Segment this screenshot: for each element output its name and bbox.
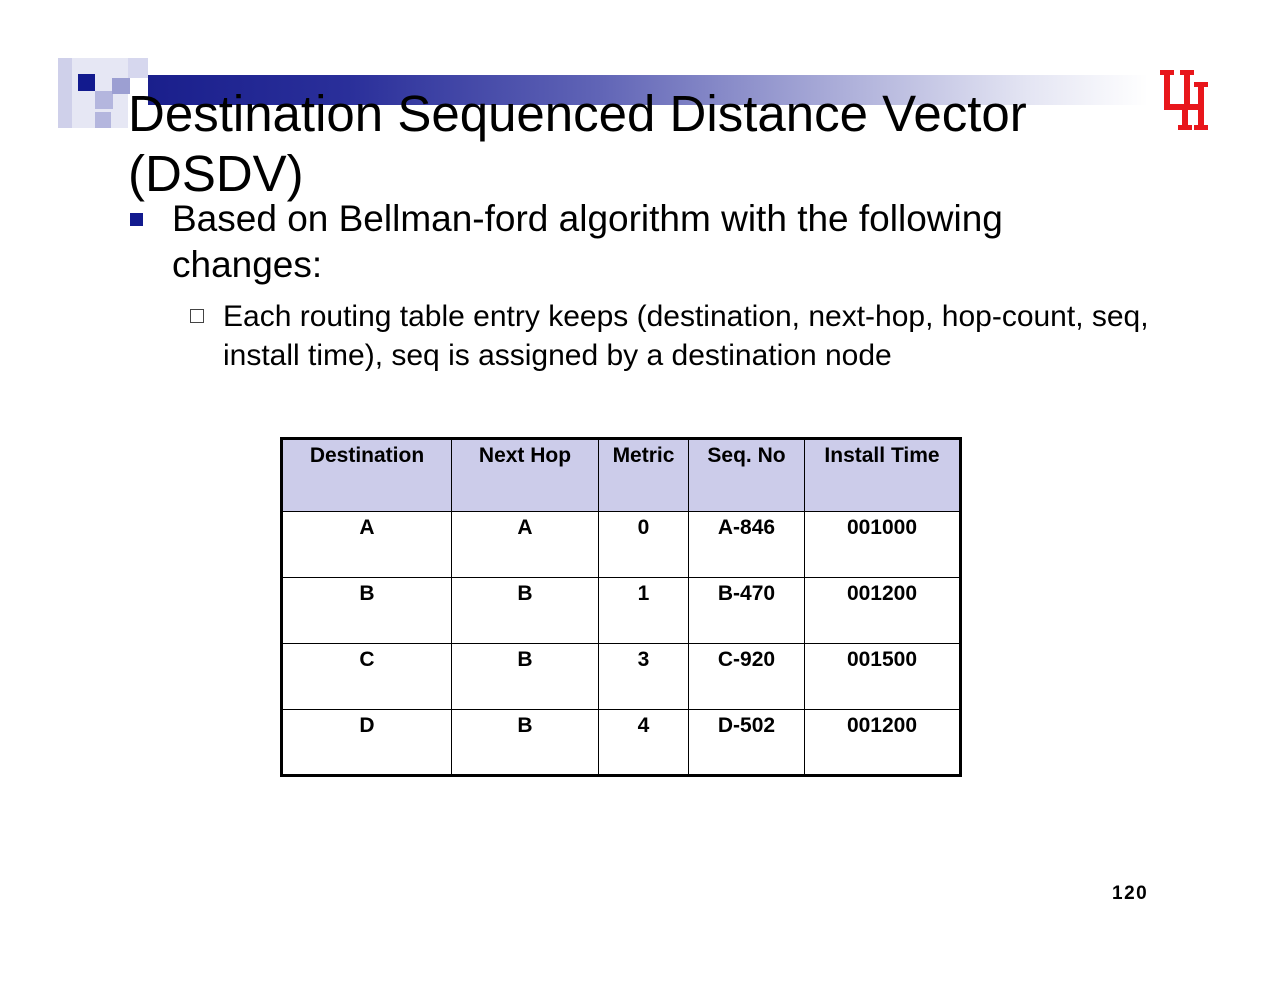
hollow-square-bullet-icon <box>190 309 204 323</box>
slide-title: Destination Sequenced Distance Vector (DSDV) <box>128 85 1027 202</box>
sub-bullet-item <box>190 297 1170 375</box>
table-row <box>282 578 961 644</box>
cell-destination: A <box>282 512 452 578</box>
routing-table <box>280 437 962 777</box>
cell-metric: 0 <box>599 512 689 578</box>
cell-metric: 4 <box>599 710 689 776</box>
table-header-row <box>282 439 961 512</box>
header-seq-no: Seq. No <box>689 439 805 512</box>
cell-next-hop: B <box>452 578 599 644</box>
cell-metric: 3 <box>599 644 689 710</box>
cell-next-hop: A <box>452 512 599 578</box>
cell-next-hop: B <box>452 710 599 776</box>
cell-destination: C <box>282 644 452 710</box>
table-row <box>282 512 961 578</box>
cell-install-time: 001500 <box>805 644 961 710</box>
cell-install-time: 001000 <box>805 512 961 578</box>
cell-destination: B <box>282 578 452 644</box>
header-next-hop: Next Hop <box>452 439 599 512</box>
cell-seq-no: C-920 <box>689 644 805 710</box>
table-row <box>282 644 961 710</box>
header-destination: Destination <box>282 439 452 512</box>
square-bullet-icon <box>130 213 143 226</box>
bullet-text: Based on Bellman-ford algorithm with the following changes: <box>172 198 1003 285</box>
header-metric: Metric <box>599 439 689 512</box>
table-row <box>282 710 961 776</box>
cell-metric: 1 <box>599 578 689 644</box>
bullet-item <box>140 196 1120 288</box>
header-install-time: Install Time <box>805 439 961 512</box>
cell-seq-no: A-846 <box>689 512 805 578</box>
cell-seq-no: B-470 <box>689 578 805 644</box>
page-number: 120 <box>1112 883 1149 904</box>
cell-next-hop: B <box>452 644 599 710</box>
cell-install-time: 001200 <box>805 578 961 644</box>
sub-bullet-text: Each routing table entry keeps (destination, next-hop, hop-count, seq, install time), seq is assigned by a destination node <box>223 300 1149 372</box>
cell-install-time: 001200 <box>805 710 961 776</box>
cell-destination: D <box>282 710 452 776</box>
cell-seq-no: D-502 <box>689 710 805 776</box>
uh-logo <box>1158 68 1210 132</box>
